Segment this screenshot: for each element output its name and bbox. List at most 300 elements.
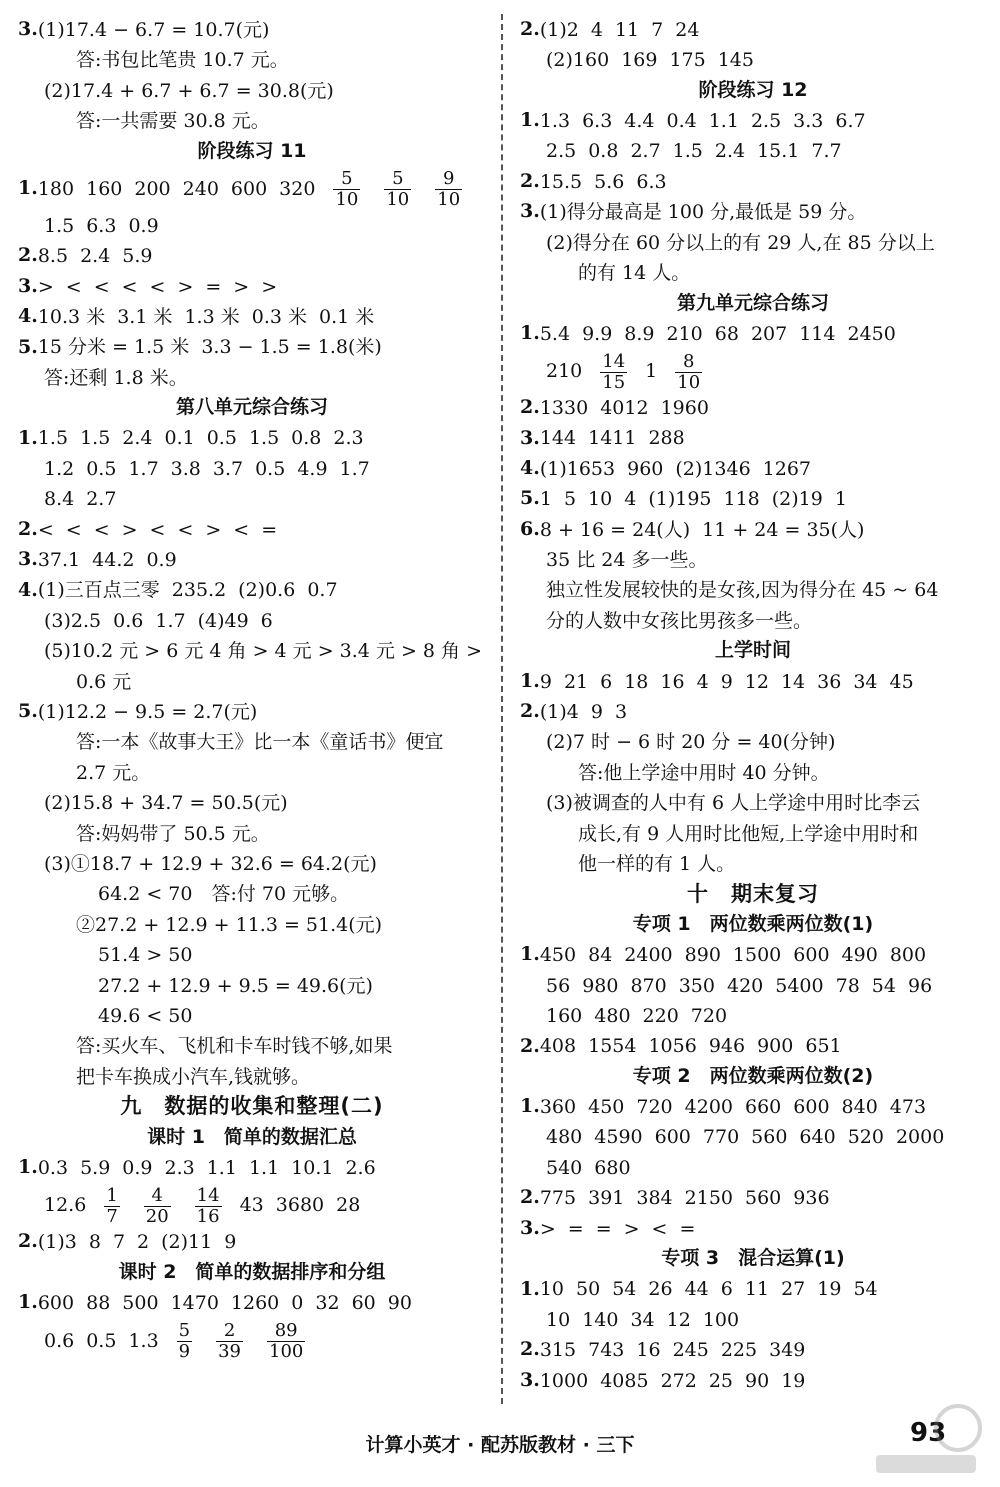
answer-value: 5 (563, 488, 577, 511)
answer-line (18, 544, 486, 574)
answer-line (520, 136, 986, 166)
answer-value: < (149, 518, 166, 541)
question-number: 2. (520, 700, 540, 723)
answer-value: 169 (621, 49, 658, 72)
answer-value: 384 (636, 1187, 673, 1210)
answer-value: 210 (546, 360, 583, 383)
answer-value: 88 (86, 1292, 111, 1315)
section-heading: 九 数据的收集和整理(二) (120, 1094, 384, 1119)
answer-value: 240 (182, 177, 219, 200)
answer-value: 60 (351, 1292, 376, 1315)
answer-value: 680 (594, 1156, 631, 1179)
answer-value: 68 (714, 322, 739, 345)
answer-value: 1.3 (128, 1329, 159, 1352)
answer-value: (4)49 (197, 609, 249, 632)
answer-value: 600 (793, 944, 830, 967)
answer-value: < (93, 275, 110, 298)
answer-value: 175 (669, 49, 706, 72)
answer-line (18, 1318, 486, 1362)
question-number: 3. (18, 18, 38, 40)
fraction (138, 1183, 177, 1227)
answer-value: 0 (291, 1292, 304, 1315)
answer-value: 720 (690, 1004, 728, 1027)
answer-value: 235.2 (171, 579, 227, 602)
answer-value: 24 (675, 18, 700, 41)
question-number: 2. (520, 396, 540, 419)
question-number: 2. (520, 1338, 540, 1361)
answer-value: 145 (717, 49, 754, 72)
answer-value: 2.4 (122, 427, 153, 450)
answer-value: 114 (799, 322, 836, 345)
question-number: 3. (520, 426, 540, 449)
question-number: 2. (520, 1034, 540, 1057)
fraction (429, 167, 468, 211)
answer-value: 1.3 米 (184, 305, 240, 328)
answer-value: 6.3 (582, 109, 613, 132)
answer-value: 2000 (895, 1126, 945, 1149)
answer-value: = (261, 518, 278, 541)
answer-value: 1.5 (672, 140, 703, 163)
answer-value: 1267 (762, 457, 812, 480)
answer-value: 720 (636, 1096, 673, 1119)
question-number: 3. (18, 274, 38, 297)
page-number: 93 (910, 1418, 947, 1448)
answer-value: 5.9 (122, 245, 153, 268)
answer-line (18, 75, 486, 105)
answer-value: 1470 (170, 1292, 219, 1315)
answer-value: (3)2.5 (44, 609, 102, 632)
fraction-numerator: 14 (602, 350, 626, 372)
question-number: 4. (520, 457, 540, 480)
section-heading: 十 期末复习 (687, 881, 819, 906)
question-number: 5. (18, 700, 38, 723)
section-heading: 专项 1 两位数乘两位数(1) (632, 912, 874, 935)
answer-value: 1 (645, 360, 658, 383)
fraction (261, 1319, 311, 1363)
answer-value: 600 (37, 1292, 75, 1315)
answer-line (18, 166, 486, 210)
answer-value: 0.9 (128, 214, 159, 237)
answer-value: 2.3 (164, 1156, 195, 1179)
answer-value: 560 (751, 1126, 788, 1149)
answer-value: 12.6 (44, 1194, 87, 1217)
answer-value: (2)15.8 + 34.7 = 50.5(元) (44, 792, 288, 815)
answer-value: 9.9 (582, 322, 613, 345)
answer-value: 1056 (648, 1035, 697, 1058)
answer-value: 19 (781, 1369, 806, 1392)
answer-line (18, 1287, 486, 1317)
fraction (594, 349, 633, 393)
answer-line (18, 1152, 486, 1182)
answer-value: 15.5 (539, 170, 583, 193)
answer-value: 160 (86, 177, 123, 200)
answer-value: 450 (588, 1096, 625, 1119)
answer-value: > (623, 1217, 640, 1240)
answer-value: 349 (769, 1339, 806, 1362)
question-number: 3. (18, 548, 38, 571)
answer-value: 3.1 米 (117, 305, 173, 328)
answer-line (520, 970, 986, 1000)
answer-value: 936 (793, 1187, 830, 1210)
answer-value: 1260 (230, 1292, 280, 1315)
answer-value: 25 (708, 1369, 734, 1392)
answer-value: 9 (539, 670, 552, 693)
answer-line (520, 1213, 986, 1243)
answer-value: 32 (315, 1292, 340, 1315)
answer-value: (2)11 (161, 1231, 213, 1254)
question-number: 2. (18, 1230, 38, 1253)
fraction-numerator: 9 (442, 168, 455, 190)
answer-line (520, 575, 986, 605)
answer-value: 84 (588, 944, 613, 967)
answer-value: 8.4 (44, 488, 75, 511)
answer-value: 51.4 > 50 (98, 944, 193, 967)
answer-value: 0.6 (113, 609, 144, 632)
watermark-logo-icon (866, 1400, 986, 1480)
answer-value: 1 (834, 488, 847, 511)
answer-line (18, 1031, 486, 1061)
answer-value: 34 (630, 1308, 655, 1331)
answer-line (18, 575, 486, 605)
answer-value: 2.7 元。 (76, 761, 151, 784)
fraction (669, 349, 708, 393)
answer-line (18, 362, 486, 392)
answer-value: 1 (539, 488, 552, 511)
answer-value: 408 (539, 1035, 577, 1058)
fraction-numerator: 1 (106, 1184, 118, 1206)
footer-title: 计算小英才 · 配苏版教材 · 三下 (365, 1434, 635, 1456)
fraction-denominator: 10 (437, 189, 461, 211)
answer-value: 答:还剩 1.8 米。 (44, 366, 188, 389)
answer-value: 3 (614, 701, 628, 723)
question-number: 1. (18, 426, 38, 449)
answer-line (520, 727, 986, 757)
question-number: 4. (18, 305, 38, 328)
answer-value: 45 (889, 670, 914, 693)
answer-value: (2)19 (771, 488, 823, 511)
answer-line (520, 196, 986, 226)
section-heading: 专项 3 混合运算(1) (661, 1247, 845, 1270)
answer-value: 2.7 (86, 488, 117, 511)
answer-value: 1.1 (206, 1156, 237, 1179)
answer-value: 16 (660, 670, 685, 693)
answer-value: 44.2 (92, 549, 135, 572)
answer-line (520, 1334, 986, 1364)
answer-value: 50 (576, 1278, 601, 1301)
answer-value: 1554 (588, 1035, 637, 1058)
answer-value: 2.3 (333, 427, 364, 450)
answer-value: (2)17.4 + 6.7 + 6.7 = 30.8(元) (44, 79, 334, 102)
answer-value: 118 (723, 488, 760, 511)
answer-line (18, 1061, 486, 1091)
answer-value: 1.2 (44, 457, 75, 480)
answer-value: 6.3 (636, 170, 667, 193)
answer-value: 54 (853, 1278, 878, 1301)
answer-value: 540 (546, 1156, 583, 1179)
answer-line (18, 301, 486, 331)
answer-value: (1)3 (37, 1231, 77, 1254)
fraction-denominator: 10 (386, 189, 410, 211)
answer-value: 350 (678, 974, 715, 997)
answer-line (520, 605, 986, 635)
answer-value: 11 + 24 = 35(人) (702, 518, 865, 541)
question-number: 1. (520, 1277, 540, 1300)
answer-line (520, 318, 986, 348)
question-number: 1. (520, 321, 540, 344)
answer-line (520, 1152, 986, 1182)
answer-value: 9 (590, 701, 603, 723)
answer-value: 1500 (732, 944, 782, 967)
answer-value: 0.6 元 (76, 670, 132, 693)
answer-value: 1.5 (37, 427, 69, 450)
answer-line (18, 240, 486, 270)
answer-line (520, 696, 986, 726)
answer-value: 19 (817, 1278, 842, 1301)
answer-value: 答:买火车、飞机和卡车时钱不够,如果 (76, 1035, 393, 1058)
fraction-numerator: 8 (682, 350, 695, 372)
answer-value: 答:妈妈带了 50.5 元。 (76, 822, 270, 845)
answer-line (520, 514, 986, 544)
answer-line (18, 453, 486, 483)
answer-value: < (149, 275, 166, 298)
answer-value: (3)被调查的人中有 6 人上学途中用时比李云 (546, 792, 921, 815)
answer-value: 44 (684, 1278, 709, 1301)
answer-value: 180 (37, 177, 75, 200)
question-number: 2. (520, 18, 540, 40)
answer-value: 2450 (847, 322, 896, 345)
answer-value: (2)7 时 − 6 时 20 分 = 40(分钟) (546, 731, 836, 754)
answer-value: 49.6 < 50 (98, 1004, 193, 1027)
answer-value: 600 (230, 177, 268, 200)
fraction-numerator: 5 (341, 168, 353, 190)
answer-value: > (37, 275, 54, 298)
answer-value: 8.9 (624, 322, 655, 345)
answer-line (520, 14, 986, 44)
answer-value: 把卡车换成小汽车,钱就够。 (76, 1065, 311, 1088)
answer-value: 0.5 (86, 457, 117, 480)
fraction (378, 167, 417, 211)
answer-value: 成长,有 9 人用时比他短,上学途中用时和 (578, 822, 919, 845)
answer-value: 870 (630, 974, 667, 997)
answer-value: 4590 (594, 1126, 643, 1149)
answer-value: 1000 (539, 1369, 589, 1392)
answer-value: < (121, 275, 138, 298)
answer-value: 5.9 (80, 1156, 111, 1179)
answer-value: 391 (588, 1187, 625, 1210)
answer-value: 10.1 (291, 1156, 334, 1179)
answer-line (520, 1091, 986, 1121)
fraction (171, 1319, 198, 1363)
answer-value: 10.3 米 (37, 305, 106, 328)
answer-value: 0.8 (588, 140, 619, 163)
answer-line (18, 1000, 486, 1030)
answer-value: 3.7 (212, 457, 244, 480)
answer-value: 775 (539, 1187, 577, 1210)
fraction-denominator: 100 (269, 1341, 304, 1363)
answer-value: 4200 (684, 1096, 733, 1119)
answer-value: 140 (582, 1308, 619, 1331)
answer-value: 0.7 (307, 579, 338, 602)
answer-value: 2 (137, 1231, 150, 1254)
answer-value: 4.9 (297, 457, 328, 480)
fraction-denominator: 10 (335, 189, 359, 211)
answer-value: 2.5 (750, 109, 782, 132)
answer-value: 420 (726, 974, 764, 997)
answer-line (520, 1000, 986, 1030)
answer-line (520, 166, 986, 196)
answer-line (520, 1274, 986, 1304)
answer-value: < (65, 518, 82, 541)
question-number: 5. (520, 487, 540, 510)
question-number: 6. (520, 517, 540, 540)
section-heading: 课时 2 简单的数据排序和分组 (118, 1260, 386, 1283)
answer-value: 3.8 (170, 457, 201, 480)
question-number: 1. (520, 109, 540, 132)
answer-value: 56 (546, 974, 571, 997)
answer-value: < (233, 518, 250, 541)
answer-value: 743 (588, 1339, 625, 1362)
answer-value: 0.9 (146, 549, 177, 572)
section-heading: 阶段练习 11 (197, 139, 307, 162)
section-heading: 课时 1 简单的数据汇总 (147, 1125, 357, 1148)
answer-value: 34 (853, 670, 878, 693)
left-column (18, 14, 486, 1362)
answer-value: = (205, 275, 222, 298)
answer-value: 225 (720, 1339, 758, 1362)
question-number: 2. (520, 169, 540, 192)
answer-value: 27.2 + 12.9 + 9.5 = 49.6(元) (98, 974, 373, 997)
answer-line (520, 483, 986, 513)
section-heading: 专项 2 两位数乘两位数(2) (632, 1064, 874, 1087)
answer-value: 8 (88, 1231, 101, 1254)
answer-value: 15.1 (757, 140, 800, 163)
answer-value: 独立性发展较快的是女孩,因为得分在 45 ~ 64 (546, 579, 939, 602)
fraction (210, 1319, 249, 1363)
answer-value: 840 (841, 1096, 878, 1119)
answer-value: 1.7 (339, 457, 370, 480)
fraction (98, 1183, 125, 1227)
answer-value: 651 (805, 1035, 842, 1058)
answer-line (18, 1182, 486, 1226)
answer-value: 272 (660, 1369, 697, 1392)
answer-value: 3680 (275, 1194, 325, 1217)
answer-value: 9 (720, 670, 733, 693)
answer-value: (1)12.2 − 9.5 = 2.7(元) (37, 701, 258, 723)
answer-line (520, 757, 986, 787)
fraction (327, 167, 366, 211)
answer-value: > (205, 518, 222, 541)
answer-value: 12 (744, 670, 769, 693)
column-divider (501, 14, 503, 1404)
answer-value: 2.6 (345, 1156, 376, 1179)
answer-line (18, 848, 486, 878)
right-column (520, 14, 986, 1395)
answer-line (18, 1226, 486, 1256)
answer-value: (2)0.6 (238, 579, 296, 602)
answer-value: 答:一本《故事大王》比一本《童话书》便宜 (76, 731, 444, 754)
answer-value: (1)17.4 − 6.7 = 10.7(元) (37, 18, 270, 41)
answer-value: 35 比 24 多一些。 (546, 549, 708, 572)
answer-line (18, 332, 486, 362)
answer-value: > (233, 275, 250, 298)
answer-value: 2.7 (630, 140, 661, 163)
answer-line (18, 939, 486, 969)
answer-value: 640 (799, 1126, 836, 1149)
answer-value: (1)三百点三零 (37, 579, 160, 602)
answer-value: 2.4 (714, 140, 746, 163)
answer-line (18, 271, 486, 301)
answer-value: (2)1346 (675, 457, 751, 480)
fraction-numerator: 89 (274, 1320, 298, 1342)
answer-value: 答:他上学途中用时 40 分钟。 (578, 761, 830, 784)
answer-value: 2400 (624, 944, 673, 967)
answer-value: 7 (112, 1231, 126, 1254)
answer-value: 0.9 (122, 1156, 153, 1179)
answer-value: (3)①18.7 + 12.9 + 32.6 = 64.2(元) (44, 852, 377, 875)
fraction-denominator: 15 (602, 371, 626, 393)
fraction-denominator: 16 (196, 1205, 220, 1227)
answer-line (18, 787, 486, 817)
answer-value: (1)4 (539, 701, 579, 723)
answer-line (18, 635, 486, 665)
answer-line (18, 210, 486, 240)
answer-value: 5400 (775, 974, 824, 997)
question-number: 2. (520, 1186, 540, 1209)
answer-value: 分的人数中女孩比男孩多一些。 (546, 609, 813, 632)
answer-value: 100 (702, 1308, 740, 1331)
fraction-numerator: 2 (223, 1320, 236, 1342)
question-number: 1. (520, 943, 540, 966)
answer-value: = (679, 1217, 696, 1240)
answer-value: 2.5 (546, 140, 577, 163)
answer-value: = (595, 1217, 612, 1240)
answer-value: 6 (260, 609, 273, 632)
answer-value: 答:书包比笔贵 10.7 元。 (76, 49, 289, 72)
answer-line (520, 544, 986, 574)
answer-value: 450 (539, 944, 577, 967)
answer-value: 11 (614, 18, 640, 41)
answer-value: 960 (627, 457, 664, 480)
answer-value: < (65, 275, 82, 298)
answer-value: 7 (651, 18, 664, 41)
answer-line (18, 666, 486, 696)
fraction-numerator: 5 (178, 1320, 191, 1342)
answer-value: (2)160 (546, 49, 610, 72)
question-number: 4. (18, 578, 38, 601)
answer-value: (1)195 (648, 488, 712, 511)
answer-value: 800 (889, 944, 927, 967)
answer-value: 8.5 (37, 245, 69, 268)
answer-value: 980 (582, 974, 619, 997)
question-number: 3. (520, 200, 540, 223)
answer-value: 600 (654, 1126, 691, 1149)
answer-value: 200 (134, 177, 171, 200)
answer-value: 160 (546, 1004, 583, 1027)
answer-value: 90 (745, 1369, 770, 1392)
answer-value: 28 (336, 1194, 361, 1217)
answer-value: 1330 (539, 397, 589, 420)
answer-value: 560 (745, 1187, 782, 1210)
answer-value: 1960 (660, 397, 709, 420)
question-number: 1. (18, 1156, 38, 1179)
answer-line (520, 44, 986, 74)
answer-line (520, 1365, 986, 1395)
answer-line (520, 392, 986, 422)
answer-value: 12 (666, 1308, 691, 1331)
answer-value: 14 (780, 670, 806, 693)
answer-value: 6 (600, 670, 613, 693)
answer-value: 473 (889, 1096, 927, 1119)
